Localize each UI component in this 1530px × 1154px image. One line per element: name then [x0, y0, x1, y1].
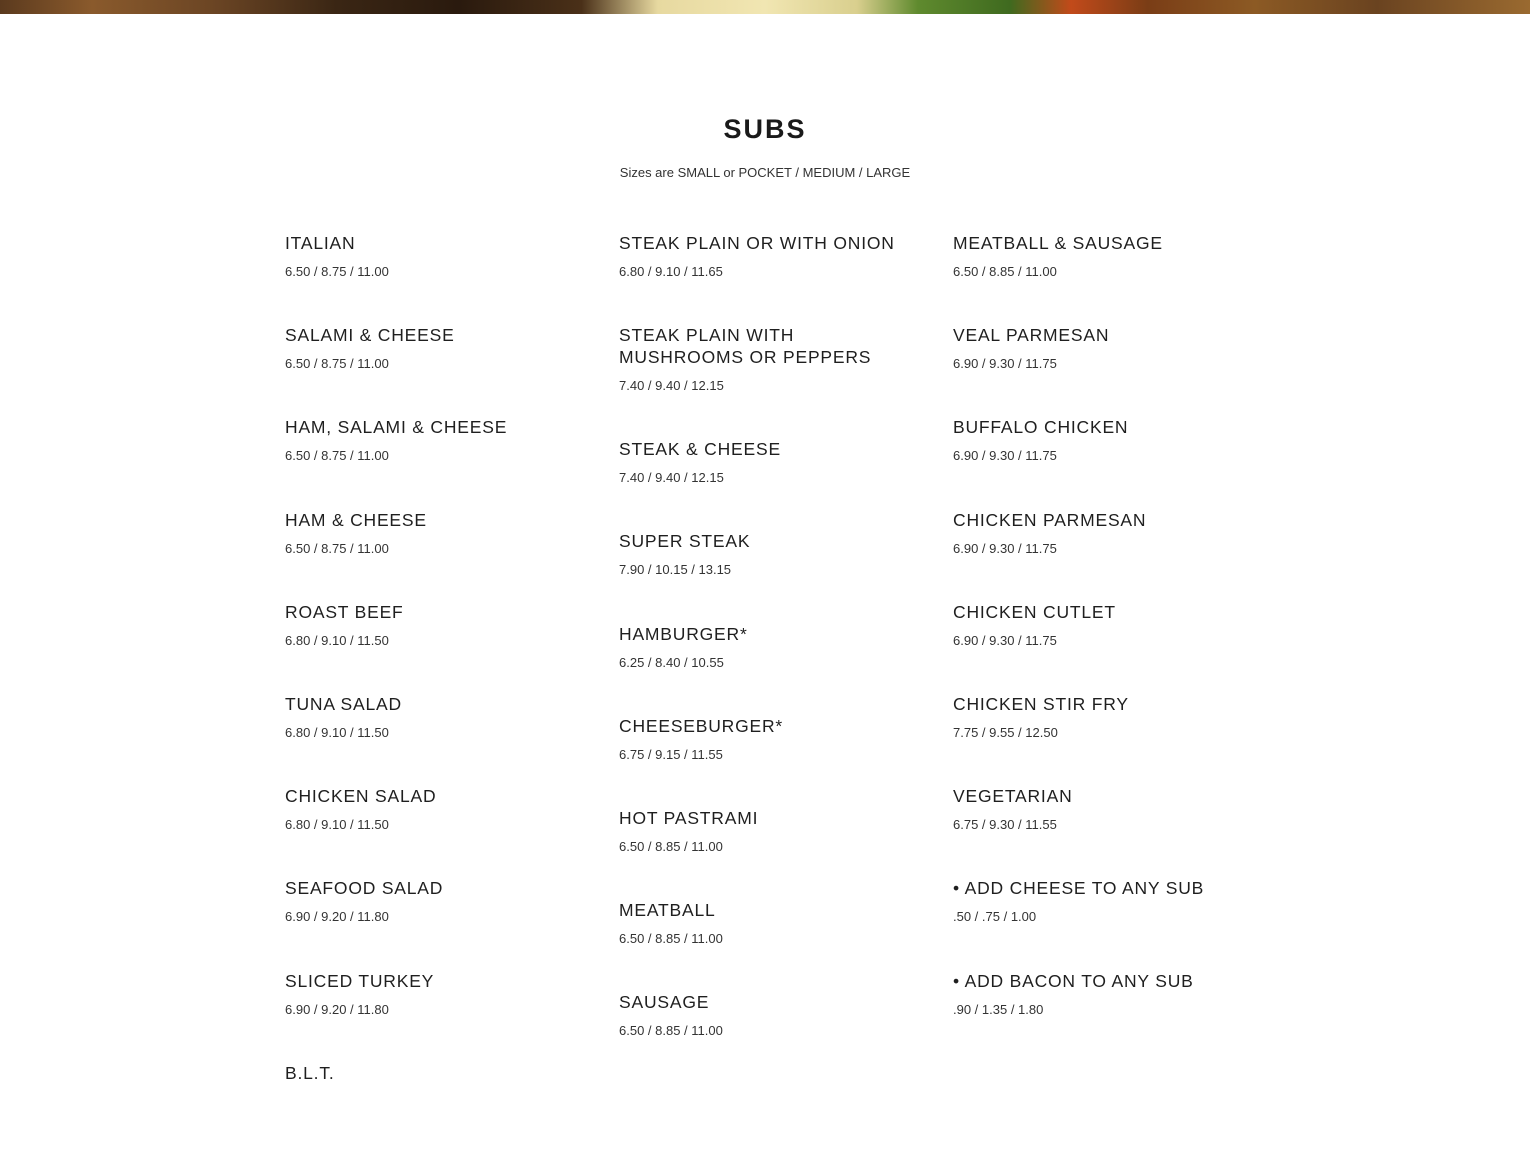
menu-item-name: CHICKEN SALAD	[285, 786, 437, 807]
menu-item	[285, 1062, 595, 1154]
menu-item	[953, 416, 1263, 508]
menu-item-name: CHICKEN STIR FRY	[953, 693, 1129, 714]
menu-item-addon	[953, 877, 1263, 969]
menu-column-1	[285, 232, 595, 1154]
menu-item-price: 6.80 / 9.10 / 11.50	[285, 724, 389, 740]
menu-item-price: 6.80 / 9.10 / 11.65	[619, 264, 723, 279]
menu-item-price: 6.90 / 9.30 / 11.75	[953, 448, 1057, 464]
menu-item-price: 6.75 / 9.30 / 11.55	[953, 817, 1057, 833]
menu-item-price: 6.90 / 9.30 / 11.75	[953, 632, 1057, 648]
menu-item-price: .50 / .75 / 1.00	[953, 909, 1037, 925]
menu-item-price: 6.50 / 8.85 / 11.00	[619, 1023, 723, 1039]
menu-item-name: ITALIAN	[285, 233, 356, 253]
menu-item	[285, 970, 595, 1062]
menu-item-name: STEAK PLAIN OR WITH ONION	[619, 233, 895, 253]
menu-item	[619, 438, 929, 530]
menu-item	[285, 693, 595, 785]
menu-item-price: 6.50 / 8.85 / 11.00	[619, 931, 723, 947]
menu-item-name: HAM, SALAMI & CHEESE	[285, 417, 508, 438]
menu-item-addon	[953, 970, 1263, 1062]
menu-item	[953, 785, 1263, 877]
menu-item-price: 6.90 / 9.20 / 11.80	[285, 1001, 389, 1017]
menu-item-name: MEATBALL	[619, 900, 716, 921]
menu-column-2	[619, 232, 929, 1084]
menu-item-name: STEAK PLAIN WITH MUSHROOMS OR PEPPERS	[619, 325, 872, 368]
menu-item-name: SLICED TURKEY	[285, 970, 435, 991]
menu-item-price: 6.90 / 9.30 / 11.75	[953, 356, 1057, 372]
menu-item	[953, 693, 1263, 785]
menu-section-title: SUBS	[723, 114, 807, 144]
menu-item-price: 6.50 / 8.75 / 11.00	[285, 356, 389, 372]
hero-image-strip	[0, 0, 1530, 14]
menu-item-price: .90 / 1.35 / 1.80	[953, 1001, 1044, 1017]
menu-item	[619, 899, 929, 991]
menu-item-name: TUNA SALAD	[285, 693, 402, 714]
menu-item	[285, 416, 595, 508]
menu-item-name: CHICKEN CUTLET	[953, 601, 1116, 622]
menu-item-name: VEGETARIAN	[953, 786, 1073, 807]
menu-item	[953, 601, 1263, 693]
menu-item-price: 6.80 / 9.10 / 11.50	[285, 632, 389, 648]
menu-item	[619, 324, 929, 438]
menu-item	[953, 232, 1263, 324]
menu-item	[285, 232, 595, 324]
menu-item	[619, 807, 929, 899]
menu-item-price: 6.80 / 9.10 / 11.50	[285, 817, 389, 833]
menu-item-name: HAMBURGER*	[619, 623, 748, 644]
menu-item	[285, 877, 595, 969]
menu-item-price: 6.90 / 9.30 / 11.75	[953, 540, 1057, 556]
menu-sizes-note: Sizes are SMALL or POCKET / MEDIUM / LARGE	[619, 165, 911, 180]
menu-item-name: MEATBALL & SAUSAGE	[953, 233, 1163, 253]
menu-item	[619, 715, 929, 807]
menu-item-price: 6.75 / 9.15 / 11.55	[619, 746, 723, 762]
menu-item-name: SAUSAGE	[619, 992, 710, 1013]
menu-item-name: • ADD BACON TO ANY SUB	[953, 970, 1194, 991]
menu-item-price: 6.90 / 9.20 / 11.80	[285, 909, 389, 925]
menu-item-name: SEAFOOD SALAD	[285, 878, 444, 899]
menu-item-price: 7.40 / 9.40 / 12.15	[619, 378, 724, 394]
menu-item-name: HAM & CHEESE	[285, 509, 427, 530]
menu-item	[285, 324, 595, 416]
menu-item-name: HOT PASTRAMI	[619, 807, 759, 828]
menu-item-name: B.L.T.	[285, 1062, 335, 1083]
menu-item-price: 7.90 / 10.15 / 13.15	[619, 562, 732, 578]
menu-item-price: 6.50 / 8.85 / 11.00	[619, 838, 723, 854]
menu-item-price: 6.50 / 8.75 / 11.00	[285, 540, 389, 556]
menu-item	[285, 601, 595, 693]
menu-item-name: SALAMI & CHEESE	[285, 325, 455, 346]
menu-item-price: 6.50 / 8.85 / 11.00	[953, 264, 1057, 279]
menu-item-name: SUPER STEAK	[619, 531, 751, 552]
menu-item-price: 6.50 / 8.75 / 11.00	[285, 448, 389, 464]
menu-item-name: ROAST BEEF	[285, 601, 404, 622]
menu-item	[285, 509, 595, 601]
menu-item-price: 7.75 / 9.55 / 12.50	[953, 724, 1058, 740]
menu-item-name: • ADD CHEESE TO ANY SUB	[953, 878, 1205, 899]
menu-item-name: CHICKEN PARMESAN	[953, 509, 1147, 530]
menu-item-price: 6.25 / 8.40 / 10.55	[619, 654, 724, 670]
menu-item-price: 6.50 / 8.75 / 11.00	[285, 264, 389, 279]
menu-item-price: 7.40 / 9.40 / 12.15	[619, 470, 724, 486]
menu-item-name: STEAK & CHEESE	[619, 439, 781, 460]
menu-item	[619, 623, 929, 715]
menu-item	[953, 509, 1263, 601]
menu-item	[619, 232, 929, 324]
menu-item	[619, 991, 929, 1083]
menu-item-name: BUFFALO CHICKEN	[953, 417, 1129, 438]
menu-column-3	[953, 232, 1263, 1062]
menu-item-name: CHEESEBURGER*	[619, 715, 784, 736]
menu-item	[285, 785, 595, 877]
menu-item	[953, 324, 1263, 416]
menu-item	[619, 530, 929, 622]
menu-item-name: VEAL PARMESAN	[953, 325, 1110, 346]
